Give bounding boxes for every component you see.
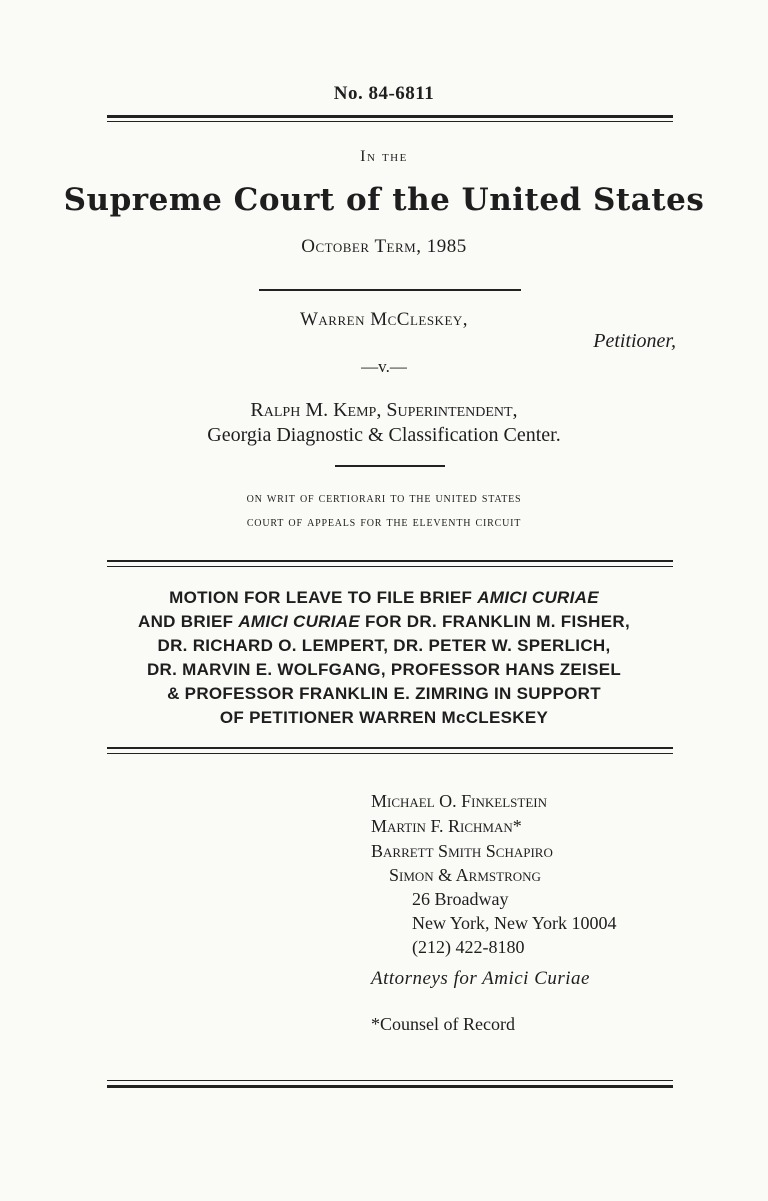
versus: —v.— xyxy=(361,357,407,376)
in-the-heading: In the xyxy=(360,148,408,165)
address-line-2: New York, New York 10004 xyxy=(412,913,617,933)
court-name: Supreme Court of the United States xyxy=(63,182,705,218)
attorney-1: Michael O. Finkelstein xyxy=(371,791,547,811)
respondent-line-1 xyxy=(0,399,768,422)
petitioner-role: Petitioner, xyxy=(593,330,676,352)
top-rule-thin xyxy=(107,121,673,122)
firm-line-2: Simon & Armstrong xyxy=(389,865,541,885)
top-rule-thick xyxy=(107,115,673,118)
address-line-1: 26 Broadway xyxy=(412,889,509,909)
writ-line-2: court of appeals for the eleventh circuit xyxy=(246,515,522,530)
term-divider xyxy=(259,289,521,291)
brief-title-line-2: AND BRIEF AMICI CURIAE FOR DR. FRANKLIN M. FISHER, xyxy=(138,612,630,631)
brief-title-line-1: MOTION FOR LEAVE TO FILE BRIEF AMICI CURIAE xyxy=(169,588,599,607)
petitioner-name: Warren McCleskey, xyxy=(299,309,469,330)
mid-rule-bottom-1 xyxy=(107,747,673,749)
brief-title-line-4: DR. MARVIN E. WOLFGANG, PROFESSOR HANS ZEISEL xyxy=(146,660,622,679)
counsel-of-record-note: *Counsel of Record xyxy=(371,1014,515,1034)
bottom-rule-thick xyxy=(107,1085,673,1088)
respondent-line-2: Georgia Diagnostic & Classification Center. xyxy=(207,424,561,446)
brief-title-line-6: OF PETITIONER WARREN McCLESKEY xyxy=(219,708,549,727)
brief-title-line-3: DR. RICHARD O. LEMPERT, DR. PETER W. SPERLICH, xyxy=(157,636,611,655)
respondent-name: Ralph M. Kemp, Superintendent, xyxy=(250,399,518,421)
mid-rule-top-1 xyxy=(107,560,673,562)
court-term: October Term, 1985 xyxy=(301,236,467,257)
brief-title xyxy=(0,586,768,730)
writ-line-1: on writ of certiorari to the united states xyxy=(246,491,522,506)
brief-title-line-5: & PROFESSOR FRANKLIN E. ZIMRING IN SUPPORT xyxy=(167,684,601,703)
counsel-role: Attorneys for Amici Curiae xyxy=(371,968,590,989)
attorney-2: Martin F. Richman* xyxy=(371,816,522,836)
parties-divider xyxy=(335,465,445,467)
docket-number: No. 84-6811 xyxy=(333,83,435,104)
bottom-rule-thin xyxy=(107,1080,673,1081)
phone-number: (212) 422-8180 xyxy=(412,937,525,957)
mid-rule-top-2 xyxy=(107,566,673,567)
mid-rule-bottom-2 xyxy=(107,753,673,754)
firm-line-1: Barrett Smith Schapiro xyxy=(371,841,553,861)
